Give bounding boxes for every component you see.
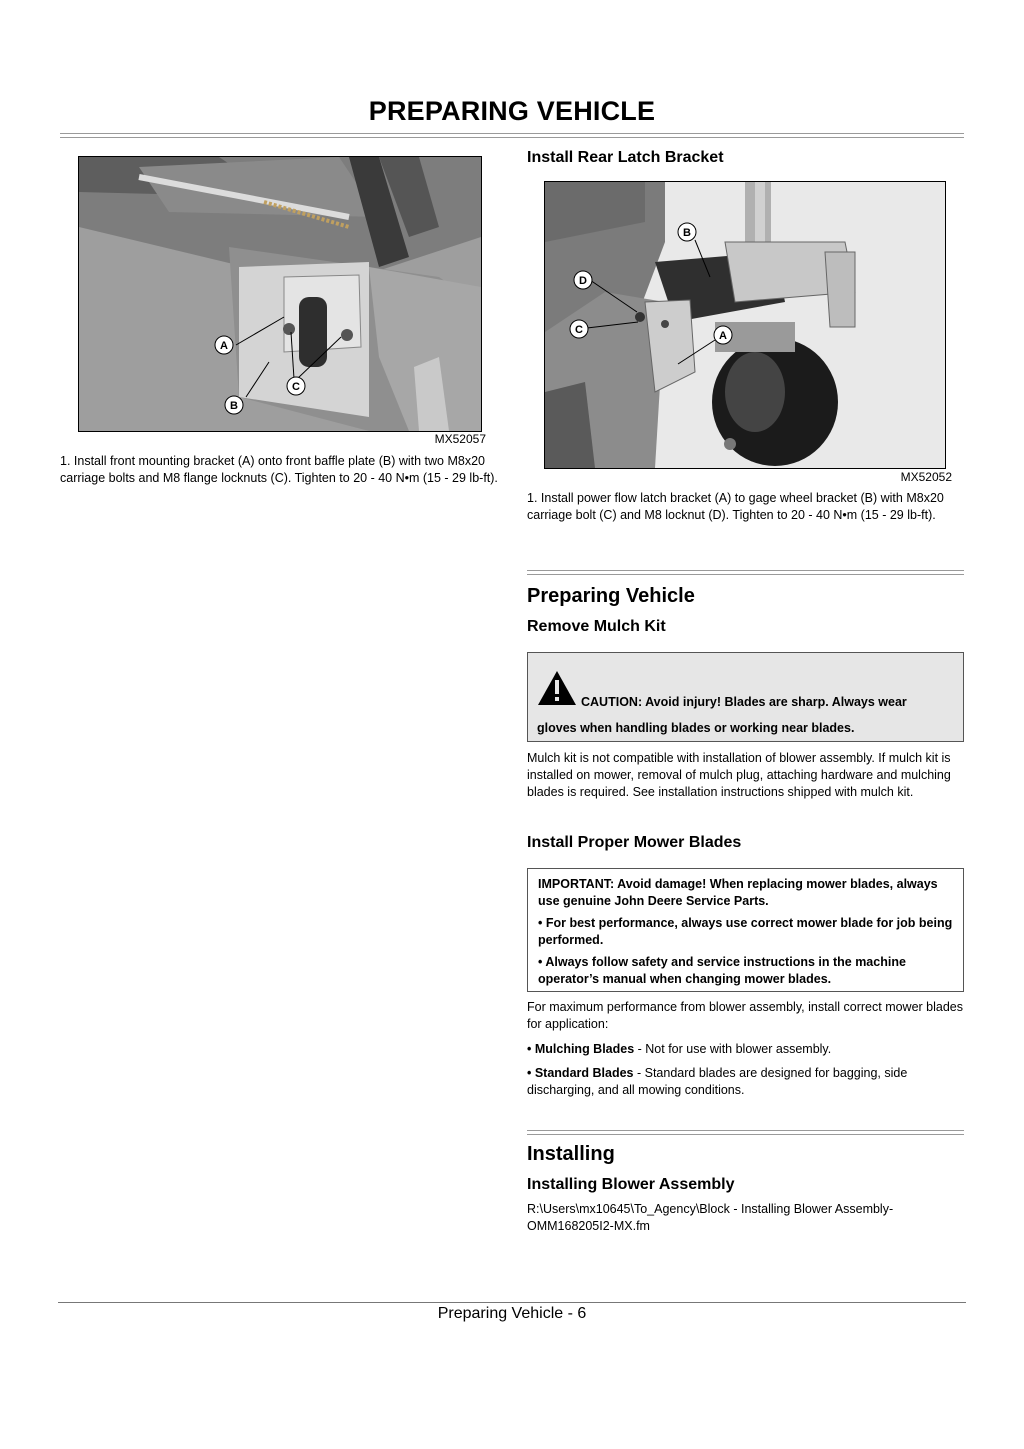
important-line-1: IMPORTANT: Avoid damage! When replacing mower blades, always use genuine John Deere Service Parts.: [538, 877, 938, 908]
svg-text:A: A: [719, 330, 727, 342]
svg-text:B: B: [683, 227, 691, 239]
svg-text:B: B: [230, 400, 238, 412]
rear-latch-step: 1. Install power flow latch bracket (A) to gage wheel bracket (B) with M8x20 carriage bolt (C) and M8 locknut (D). Tighten to 20 - 40 N•m (15 - 29 lb-ft).: [527, 491, 944, 522]
svg-text:D: D: [579, 275, 587, 287]
mulching-blades-item: [527, 1041, 964, 1058]
svg-text:C: C: [292, 381, 300, 393]
svg-text:A: A: [220, 340, 228, 352]
proper-blades-heading: Install Proper Mower Blades: [527, 834, 742, 851]
callout-c: [287, 377, 305, 395]
important-line-3: • Always follow safety and service instructions in the machine operator’s manual when changing mower blades.: [538, 955, 906, 986]
important-box: [527, 868, 964, 992]
section-rule-preparing: [527, 570, 964, 575]
svg-text:C: C: [575, 324, 583, 336]
installing-blower-heading: Installing Blower Assembly: [527, 1176, 735, 1193]
caution-line-1: CAUTION: Avoid injury! Blades are sharp. Always wear: [581, 695, 907, 709]
standard-blades-item: [527, 1065, 964, 1099]
callout-b: [678, 223, 696, 241]
page-footer: Preparing Vehicle - 6: [437, 1305, 587, 1322]
preparing-heading: Preparing Vehicle: [527, 585, 695, 607]
important-line-2: • For best performance, always use correct mower blade for job being performed.: [538, 916, 953, 947]
remove-mulch-heading: Remove Mulch Kit: [527, 618, 666, 635]
section-rule-installing: [527, 1130, 964, 1135]
page-title: PREPARING VEHICLE: [368, 96, 656, 126]
mulching-blades-label: • Mulching Blades: [527, 1042, 635, 1056]
standard-blades-label: • Standard Blades: [527, 1066, 634, 1080]
footer-rule: [58, 1302, 966, 1303]
blades-intro: For maximum performance from blower assembly, install correct mower blades for application:: [527, 1000, 964, 1031]
file-path-text: R:\Users\mx10645\To_Agency\Block - Installing Blower Assembly-OMM168205I2-MX.fm: [527, 1202, 894, 1233]
front-bracket-figure: [78, 156, 482, 432]
caution-box: [527, 652, 964, 742]
rear-latch-figure: [544, 181, 946, 469]
callout-a: [215, 336, 233, 354]
rear-latch-heading: Install Rear Latch Bracket: [527, 149, 724, 166]
callout-b: [225, 396, 243, 414]
caution-line-2: gloves when handling blades or working near blades.: [537, 721, 855, 735]
figure-code-left: MX52057: [434, 432, 486, 446]
callout-a: [714, 326, 732, 344]
figure-code-right: MX52052: [900, 470, 952, 484]
title-rule: [60, 133, 964, 138]
mulch-text: Mulch kit is not compatible with installation of blower assembly. If mulch kit is installed on mower, removal of mulch plug, attaching hardware and mulching blades is required. See installation instructions shipped with mulch kit.: [527, 751, 951, 799]
warning-triangle-icon: [537, 670, 577, 706]
callout-d: [574, 271, 592, 289]
mulching-blades-text: - Not for use with blower assembly.: [634, 1042, 832, 1056]
standard-blades-text: - Standard blades are designed for bagging, side discharging, and all mowing conditions.: [527, 1066, 908, 1097]
callout-c: [570, 320, 588, 338]
installing-heading: Installing: [527, 1143, 615, 1165]
front-bracket-step: 1. Install front mounting bracket (A) onto front baffle plate (B) with two M8x20 carriage bolts and M8 flange locknuts (C). Tighten to 20 - 40 N•m (15 - 29 lb-ft).: [60, 454, 498, 485]
